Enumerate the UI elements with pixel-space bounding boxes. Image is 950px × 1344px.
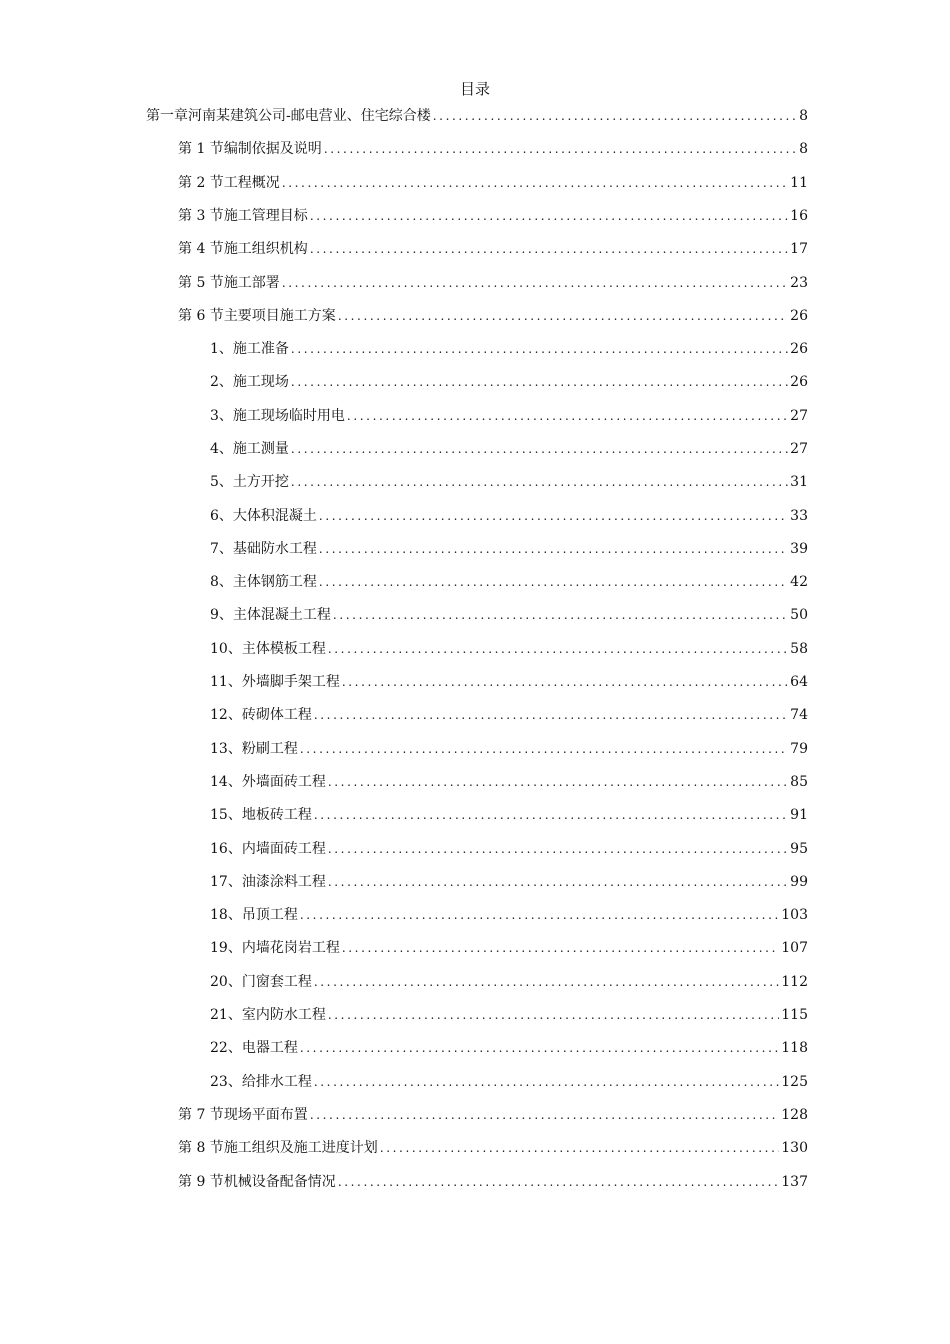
toc-entry-label: 主体钢筋工程: [232, 574, 317, 590]
toc-entry-number: 10、: [210, 641, 242, 657]
toc-entry-number: 15、: [210, 807, 242, 823]
toc-item-entry[interactable]: [210, 539, 808, 559]
toc-entry-label: 施工管理目标: [223, 208, 308, 224]
toc-dot-leader: [310, 206, 788, 226]
toc-entry-label: 地板砖工程: [241, 807, 312, 823]
toc-entry-label: 现场平面布置: [223, 1107, 308, 1123]
toc-section-entry[interactable]: [178, 306, 808, 326]
toc-entry-page-number: 26: [790, 308, 808, 324]
toc-entry-page-number: 26: [790, 341, 808, 357]
toc-entry-label: 外墙脚手架工程: [241, 674, 340, 690]
toc-entry-label: 施工部署: [223, 275, 280, 291]
toc-section-entry[interactable]: [178, 206, 808, 226]
toc-dot-leader: [380, 1138, 779, 1158]
toc-item-entry[interactable]: [210, 1072, 808, 1092]
toc-entry-number: 第一章: [146, 108, 188, 124]
toc-item-entry[interactable]: [210, 406, 808, 426]
toc-item-entry[interactable]: [210, 705, 808, 725]
toc-item-entry[interactable]: [210, 639, 808, 659]
toc-dot-leader: [328, 872, 788, 892]
toc-entry-label: 施工现场: [232, 374, 289, 390]
toc-entry-label: 施工组织及施工进度计划: [223, 1140, 378, 1156]
toc-dot-leader: [291, 372, 788, 392]
toc-entry-page-number: 64: [790, 674, 808, 690]
toc-dot-leader: [319, 572, 788, 592]
toc-entry-label: 编制依据及说明: [223, 141, 322, 157]
toc-entry-number: 17、: [210, 874, 242, 890]
toc-entry-label: 基础防水工程: [232, 541, 317, 557]
toc-entry-label: 室内防水工程: [241, 1007, 326, 1023]
toc-entry-page-number: 23: [790, 275, 808, 291]
toc-entry-number: 第 3 节: [178, 208, 224, 224]
toc-dot-leader: [324, 139, 797, 159]
toc-entry-label: 吊顶工程: [241, 907, 298, 923]
toc-item-entry[interactable]: [210, 339, 808, 359]
toc-dot-leader: [300, 1038, 779, 1058]
toc-dot-leader: [328, 1005, 779, 1025]
toc-item-entry[interactable]: [210, 506, 808, 526]
toc-entry-label: 主要项目施工方案: [223, 308, 336, 324]
toc-entry-page-number: 115: [781, 1007, 808, 1023]
toc-item-entry[interactable]: [210, 1038, 808, 1058]
toc-entry-page-number: 103: [781, 907, 808, 923]
toc-entry-page-number: 58: [790, 641, 808, 657]
toc-entry-label: 门窗套工程: [241, 974, 312, 990]
toc-entry-number: 16、: [210, 841, 242, 857]
toc-entry-page-number: 125: [781, 1074, 808, 1090]
toc-entry-label: 施工测量: [232, 441, 289, 457]
toc-entry-number: 3、: [210, 408, 233, 424]
toc-dot-leader: [282, 173, 788, 193]
toc-entry-page-number: 79: [790, 741, 808, 757]
toc-entry-page-number: 27: [790, 408, 808, 424]
toc-entry-page-number: 11: [790, 175, 808, 191]
toc-entry-page-number: 33: [790, 508, 808, 524]
toc-entry-number: 13、: [210, 741, 242, 757]
toc-entry-page-number: 118: [781, 1040, 808, 1056]
toc-item-entry[interactable]: [210, 772, 808, 792]
toc-item-entry[interactable]: [210, 572, 808, 592]
toc-section-entry[interactable]: [178, 1138, 808, 1158]
toc-entry-label: 施工组织机构: [223, 241, 308, 257]
toc-entry-number: 12、: [210, 707, 242, 723]
toc-entry-label: 粉刷工程: [241, 741, 298, 757]
toc-dot-leader: [342, 938, 779, 958]
toc-item-entry[interactable]: [210, 672, 808, 692]
toc-dot-leader: [338, 1172, 779, 1192]
toc-entry-number: 5、: [210, 474, 233, 490]
toc-entry-label: 大体积混凝土: [232, 508, 317, 524]
toc-entry-number: 9、: [210, 607, 233, 623]
toc-item-entry[interactable]: [210, 905, 808, 925]
toc-entry-number: 19、: [210, 940, 242, 956]
toc-entry-label: 内墙花岗岩工程: [241, 940, 340, 956]
toc-entry-number: 第 2 节: [178, 175, 224, 191]
toc-entry-label: 施工准备: [232, 341, 289, 357]
toc-item-entry[interactable]: [210, 972, 808, 992]
toc-dot-leader: [433, 106, 797, 126]
toc-entry-page-number: 8: [799, 141, 808, 157]
toc-dot-leader: [282, 273, 788, 293]
toc-dot-leader: [300, 739, 788, 759]
toc-entry-number: 第 4 节: [178, 241, 224, 257]
toc-entry-page-number: 27: [790, 441, 808, 457]
toc-entry-number: 第 1 节: [178, 141, 224, 157]
toc-entry-number: 第 6 节: [178, 308, 224, 324]
toc-entry-number: 1、: [210, 341, 233, 357]
toc-entry-number: 14、: [210, 774, 242, 790]
toc-dot-leader: [310, 1105, 779, 1125]
toc-entry-label: 机械设备配备情况: [223, 1174, 336, 1190]
toc-entry-label: 河南某建筑公司-邮电营业、住宅综合楼: [188, 108, 431, 124]
toc-dot-leader: [291, 439, 788, 459]
toc-entry-label: 砖砌体工程: [241, 707, 312, 723]
toc-entry-page-number: 137: [781, 1174, 808, 1190]
toc-entry-label: 主体混凝土工程: [232, 607, 331, 623]
toc-dot-leader: [342, 672, 788, 692]
toc-item-entry[interactable]: [210, 439, 808, 459]
toc-item-entry[interactable]: [210, 739, 808, 759]
toc-entry-page-number: 99: [790, 874, 808, 890]
toc-dot-leader: [314, 972, 779, 992]
toc-entry-number: 11、: [210, 674, 242, 690]
toc-dot-leader: [328, 639, 788, 659]
toc-entry-page-number: 16: [790, 208, 808, 224]
toc-entry-page-number: 17: [790, 241, 808, 257]
toc-entry-label: 给排水工程: [241, 1074, 312, 1090]
toc-entry-page-number: 26: [790, 374, 808, 390]
toc-entry-number: 第 7 节: [178, 1107, 224, 1123]
toc-dot-leader: [291, 339, 788, 359]
toc-dot-leader: [300, 905, 779, 925]
toc-entry-page-number: 39: [790, 541, 808, 557]
toc-dot-leader: [314, 1072, 779, 1092]
toc-entry-number: 第 9 节: [178, 1174, 224, 1190]
toc-entry-label: 工程概况: [223, 175, 280, 191]
toc-entry-number: 6、: [210, 508, 233, 524]
toc-section-entry[interactable]: [178, 1105, 808, 1125]
toc-entry-page-number: 112: [781, 974, 808, 990]
toc-dot-leader: [319, 539, 788, 559]
toc-entry-page-number: 95: [790, 841, 808, 857]
toc-section-entry[interactable]: [178, 1172, 808, 1192]
toc-item-entry[interactable]: [210, 605, 808, 625]
toc-entry-number: 第 8 节: [178, 1140, 224, 1156]
toc-item-entry[interactable]: [210, 372, 808, 392]
toc-entry-label: 外墙面砖工程: [241, 774, 326, 790]
toc-dot-leader: [338, 306, 788, 326]
toc-entry-page-number: 107: [781, 940, 808, 956]
toc-entry-page-number: 130: [781, 1140, 808, 1156]
toc-entry-number: 4、: [210, 441, 233, 457]
toc-entry-number: 21、: [210, 1007, 242, 1023]
toc-item-entry[interactable]: [210, 938, 808, 958]
toc-entry-label: 油漆涂料工程: [241, 874, 326, 890]
toc-dot-leader: [328, 839, 788, 859]
toc-entry-page-number: 8: [799, 108, 808, 124]
toc-entry-number: 2、: [210, 374, 233, 390]
toc-entry-page-number: 31: [790, 474, 808, 490]
toc-dot-leader: [333, 605, 788, 625]
toc-entry-page-number: 50: [790, 607, 808, 623]
toc-item-entry[interactable]: [210, 839, 808, 859]
toc-entry-number: 第 5 节: [178, 275, 224, 291]
toc-entry-number: 23、: [210, 1074, 242, 1090]
toc-entry-page-number: 128: [781, 1107, 808, 1123]
toc-dot-leader: [291, 472, 788, 492]
toc-entry-number: 18、: [210, 907, 242, 923]
toc-entry-label: 电器工程: [241, 1040, 298, 1056]
toc-dot-leader: [314, 805, 788, 825]
toc-entry-number: 7、: [210, 541, 233, 557]
toc-entry-label: 施工现场临时用电: [232, 408, 345, 424]
toc-item-entry[interactable]: [210, 472, 808, 492]
toc-item-entry[interactable]: [210, 1005, 808, 1025]
toc-entry-number: 20、: [210, 974, 242, 990]
toc-section-entry[interactable]: [178, 173, 808, 193]
toc-entry-page-number: 42: [790, 574, 808, 590]
toc-section-entry[interactable]: [178, 239, 808, 259]
toc-dot-leader: [310, 239, 788, 259]
toc-entry-label: 主体模板工程: [241, 641, 326, 657]
toc-entry-number: 22、: [210, 1040, 242, 1056]
toc-entry-label: 土方开挖: [232, 474, 289, 490]
toc-section-entry[interactable]: [178, 273, 808, 293]
toc-dot-leader: [314, 705, 788, 725]
toc-item-entry[interactable]: [210, 872, 808, 892]
toc-title: 目录: [459, 80, 490, 98]
toc-section-entry[interactable]: [178, 139, 808, 159]
toc-item-entry[interactable]: [210, 805, 808, 825]
toc-entry-page-number: 74: [790, 707, 808, 723]
toc-dot-leader: [347, 406, 788, 426]
toc-dot-leader: [319, 506, 788, 526]
toc-chapter-entry[interactable]: [146, 106, 808, 126]
toc-entry-number: 8、: [210, 574, 233, 590]
toc-dot-leader: [328, 772, 788, 792]
toc-entry-label: 内墙面砖工程: [241, 841, 326, 857]
toc-entry-page-number: 91: [790, 807, 808, 823]
toc-entry-page-number: 85: [790, 774, 808, 790]
